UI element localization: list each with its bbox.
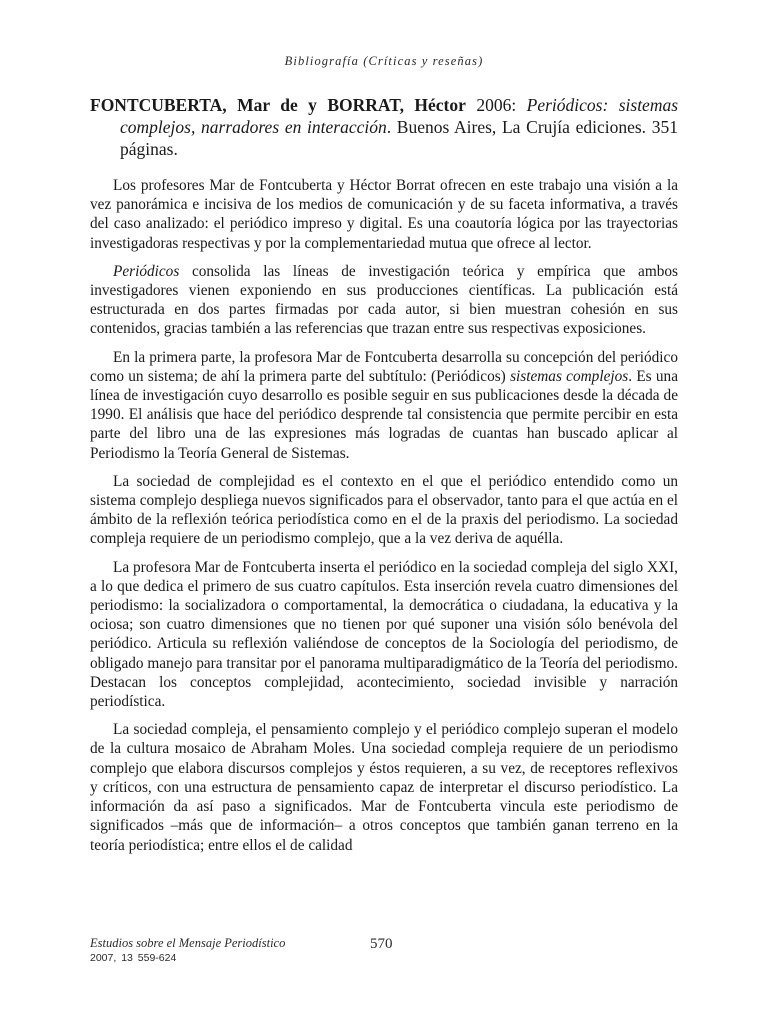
paragraph-6: La sociedad compleja, el pensamiento complejo y el periódico complejo superan el modelo de la cultura mosaico de Abraham Moles. Una sociedad compleja requiere de un periodismo complejo que elabora discursos complejos y éstos requieren, a su vez, de receptores reflexivos y críticos, con una estructura de pensamiento capaz de interpretar el discurso periodístico. La información da así paso a significados. Mar de Fontcuberta vincula este periodismo de significados –más que de información– a otros conceptos que también ganan terreno en la teoría periodística; entre ellos el de calidad [90, 721, 678, 854]
running-header: Bibliografía (Críticas y reseñas) [284, 54, 484, 68]
paragraph-1: Los profesores Mar de Fontcuberta y Héctor Borrat ofrecen en este trabajo una visión a la vez panorámica e incisiva de los medios de comunicación y de su faceta informativa, a través del caso analizado: el periódico impreso y digital. Es una coautoría lógica por las trayectorias investigadoras respectivas y por la complementariedad mutua que ofrece al lector. [90, 177, 678, 252]
paragraph-3-italic: sistemas complejos [510, 367, 629, 385]
footer-journal-name: Estudios sobre el Mensaje Periodístico [90, 936, 286, 950]
citation-year: 2006: [476, 95, 517, 115]
paragraph-2-italic: Periódicos [113, 262, 180, 280]
page-number: 570 [370, 936, 393, 952]
citation-authors: FONTCUBERTA, Mar de y BORRAT, Héctor [90, 95, 466, 115]
paragraph-3 [90, 348, 678, 463]
paragraph-5: La profesora Mar de Fontcuberta inserta el periódico en la sociedad compleja del siglo XXI, a lo que dedica el primero de sus cuatro capítulos. Esta inserción revela cuatro dimensiones del periodismo: la socializadora o comportamental, la democrática o ciudadana, la educativa y la ociosa; son cuatro dimensiones que no tienen por qué suponer una visión sólo benévola del periódico. Articula su reflexión valiéndose de conceptos de la Sociología del periodismo, de obligado manejo para transitar por el panorama multiparadigmático de la Teoría del periodismo. Destacan los conceptos complejidad, acontecimiento, sociedad invisible y narración periodística. [90, 558, 678, 711]
paragraph-2-text: consolida las líneas de investigación teórica y empírica que ambos investigadores vienen exponiendo en sus producciones científicas. La publicación está estructurada en dos partes firmadas por cada autor, si bien muestran cohesión en sus contenidos, gracias también a las referencias que trazan entre sus respectivas exposiciones. [90, 262, 678, 338]
paragraph-3-text-b: . Es una línea de investigación cuyo desarrollo es posible seguir en sus publicaciones desde la década de 1990. El análisis que hace del periódico desprende tal consistencia que permite percibir en esta parte del libro una de las expresiones más logradas de cuantas han buscado aplicar al Periodismo la Teoría General de Sistemas. [90, 367, 678, 462]
paragraph-2 [90, 262, 678, 339]
bibliographic-citation [90, 94, 678, 160]
review-body [90, 176, 678, 864]
citation-publisher: . Buenos Aires, La Crujía ediciones. 351 páginas. [120, 117, 678, 159]
paragraph-3-text-a: En la primera parte, la profesora Mar de Fontcuberta desarrolla su concepción del periódico como un sistema; de ahí la primera parte del subtítulo: (Periódicos) [90, 348, 678, 385]
footer-volume: 2007, 13 559-624 [90, 952, 177, 964]
paragraph-4: La sociedad de complejidad es el contexto en el que el periódico entendido como un sistema complejo despliega nuevos significados para el observador, tanto para el que actúa en el ámbito de la reflexión teórica periodística como en el de la praxis del periodismo. La sociedad compleja requiere de un periodismo complejo, que a la vez deriva de aquélla. [90, 472, 678, 548]
citation-title: Periódicos: sistemas complejos, narradores en interacción [120, 95, 679, 137]
